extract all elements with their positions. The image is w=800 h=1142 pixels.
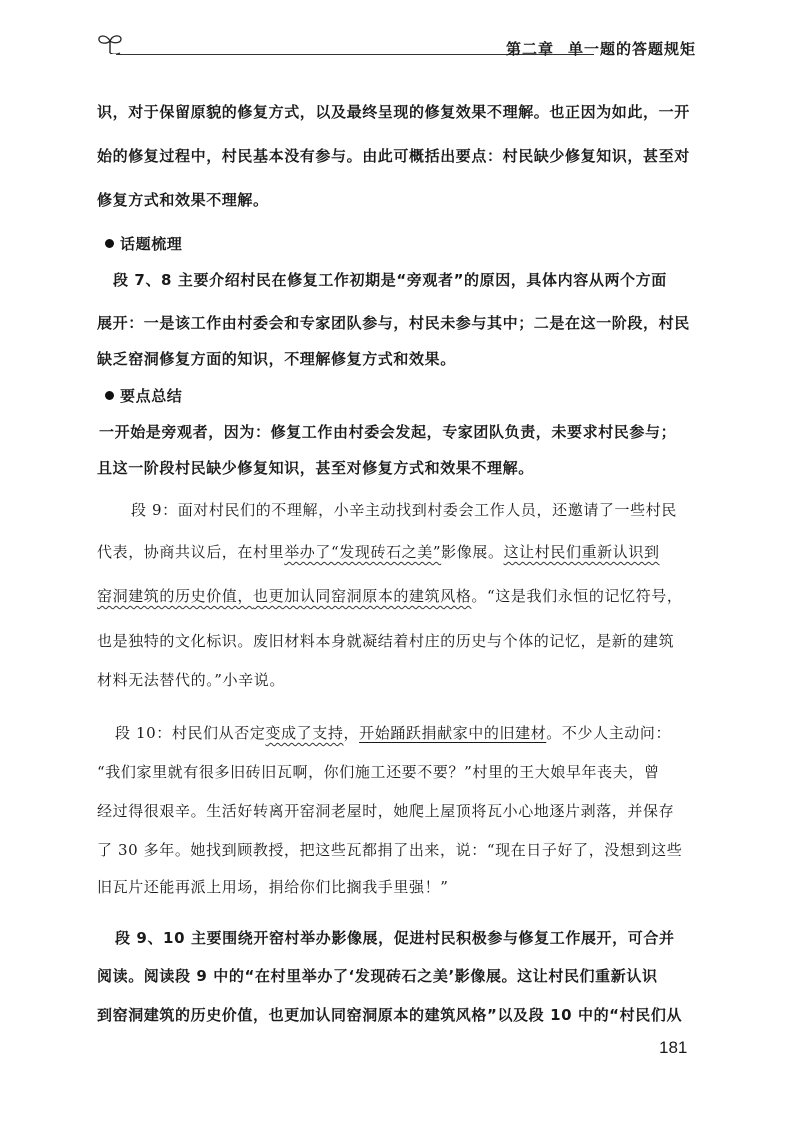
text-line: 缺乏窑洞修复方面的知识，不理解修复方式和效果。 (97, 350, 456, 368)
text-line: 也是独特的文化标识。废旧材料本身就凝结着村庄的历史与个体的记忆，是新的建筑 (97, 632, 675, 650)
text-line: 一开始是旁观者，因为：修复工作由村委会发起，专家团队负责，未要求村民参与； (99, 423, 677, 441)
text-line: 识，对于保留原貌的修复方式，以及最终呈现的修复效果不理解。也正因为如此，一开 (97, 103, 690, 121)
wavy-underline: 也更加认同窑洞原本的建筑风格 (253, 587, 472, 605)
wavy-underline: 变成了支持 (265, 724, 344, 742)
text-line: 经过得很艰辛。生活好转离开窑洞老屋时，她爬上屋顶将瓦小心地逐片剥落，并保存 (97, 802, 675, 820)
text-line: 旧瓦片还能再派上用场，捐给你们比搁我手里强！” (97, 878, 449, 896)
chapter-label: 第二章 (505, 40, 554, 58)
text-line: 段 9：面对村民们的不理解，小辛主动找到村委会工作人员，还邀请了一些村民 (131, 501, 677, 519)
text-line: 窑洞建筑的历史价值，也更加认同窑洞原本的建筑风格。“这是我们永恒的记忆符号， (97, 587, 683, 605)
text-line: 材料无法替代的。”小辛说。 (97, 671, 285, 689)
wavy-underline: 举办了“发现砖石之美” (284, 543, 442, 561)
text-line: 代表，协商共议后，在村里举办了“发现砖石之美”影像展。这让村民们重新认识到 (97, 543, 660, 561)
page-number: 181 (659, 1038, 688, 1057)
section-heading: 要点总结 (105, 386, 182, 406)
bullet-icon (105, 239, 114, 248)
bullet-icon (105, 391, 114, 400)
text-line: 阅读。阅读段 9 中的“在村里举办了‘发现砖石之美’影像展。这让村民们重新认识 (97, 967, 658, 985)
text-line: 始的修复过程中，村民基本没有参与。由此可概括出要点：村民缺少修复知识，甚至对 (97, 147, 690, 165)
section-heading: 话题梳理 (105, 234, 182, 254)
chapter-title: 单一题的答题规矩 (567, 40, 696, 58)
text-line: 了 30 多年。她找到顾教授，把这些瓦都捐了出来，说：“现在日子好了，没想到这些 (97, 841, 683, 859)
text-line: 段 7、8 主要介绍村民在修复工作初期是“旁观者”的原因，具体内容从两个方面 (113, 271, 667, 289)
wavy-underline: 窑洞建筑的历史价值， (97, 587, 254, 605)
text-line: 段 10：村民们从否定变成了支持，开始踊跃捐献家中的旧建材。不少人主动问： (115, 724, 672, 742)
text-line: 展开：一是该工作由村委会和专家团队参与，村民未参与其中；二是在这一阶段，村民 (97, 314, 690, 332)
text-line: 段 9、10 主要围绕开窑村举办影像展，促进村民积极参与修复工作展开，可合并 (115, 929, 675, 947)
text-line: 且这一阶段村民缺少修复知识，甚至对修复方式和效果不理解。 (97, 459, 534, 477)
header-title (506, 38, 696, 59)
wavy-underline: 这让村民们重新认识到 (503, 543, 660, 561)
running-header (96, 30, 696, 60)
underline: 开始踊跃捐献家中的旧建材 (359, 724, 547, 742)
sprout-icon (96, 32, 124, 54)
text-line: “我们家里就有很多旧砖旧瓦啊，你们施工还要不要？”村里的王大娘早年丧夫，曾 (97, 763, 660, 781)
text-line: 修复方式和效果不理解。 (97, 191, 269, 209)
text-line: 到窑洞建筑的历史价值，也更加认同窑洞原本的建筑风格”以及段 10 中的“村民们从 (97, 1006, 683, 1024)
